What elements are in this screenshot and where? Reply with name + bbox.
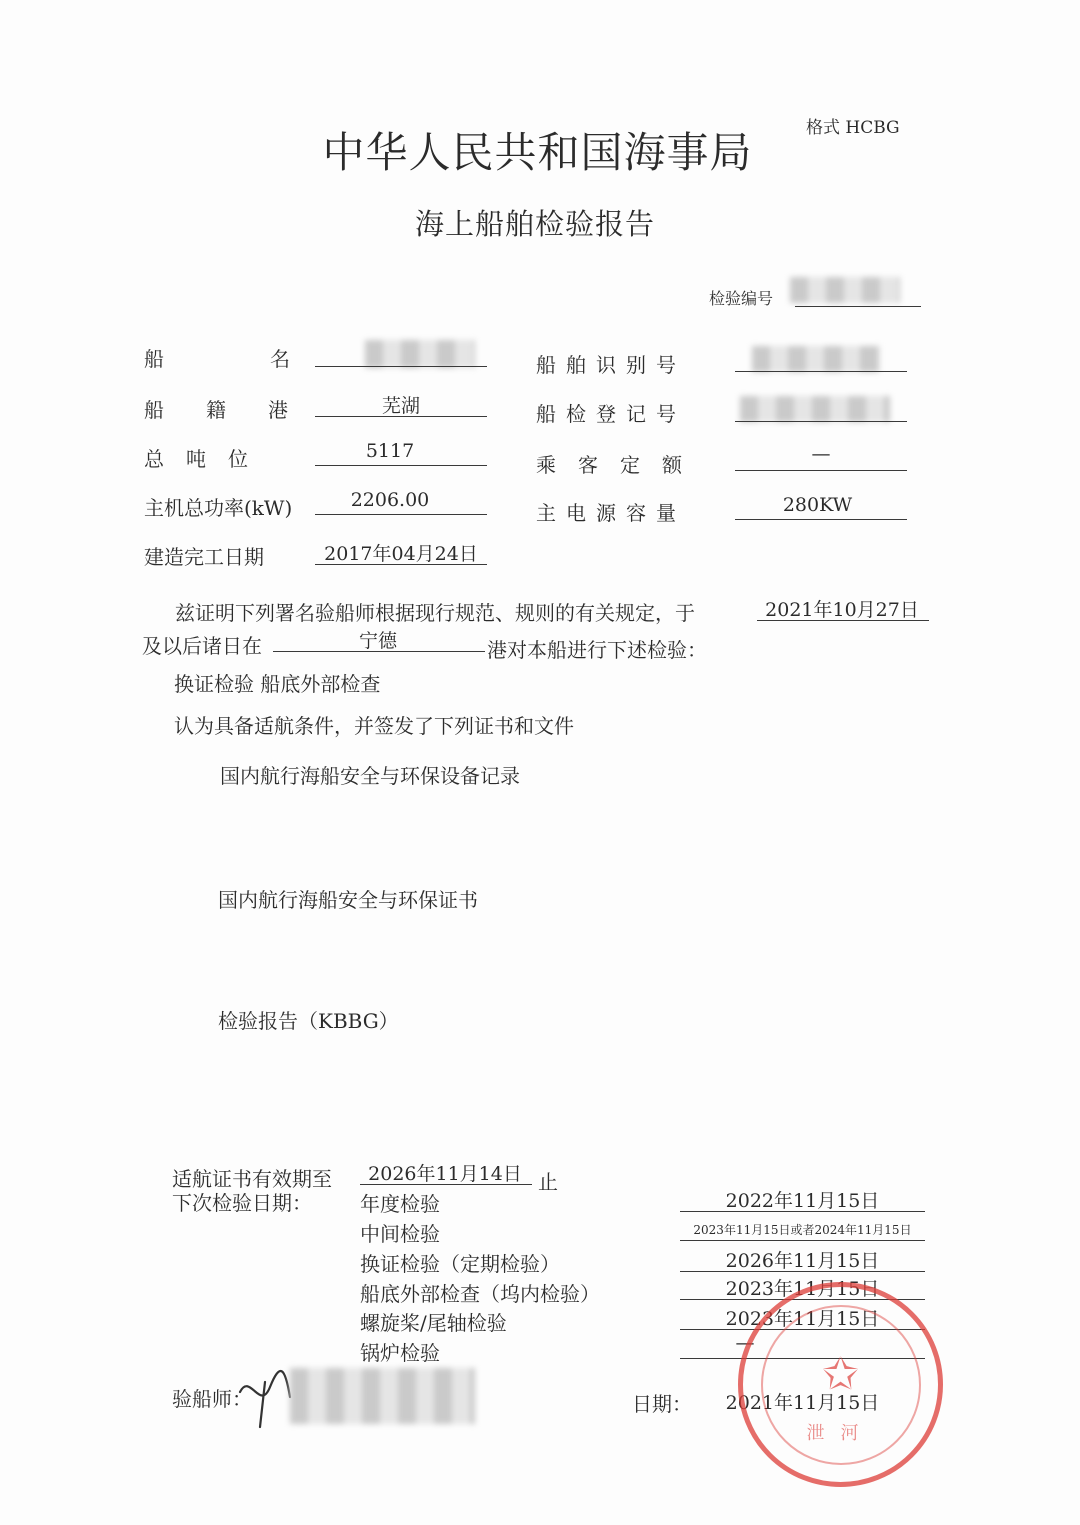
build-date-value: 2017年04月24日: [324, 543, 478, 565]
survey-place: 宁德: [358, 630, 397, 652]
power-underline: [315, 514, 487, 515]
ship-name-label-2: 名: [270, 347, 290, 371]
footer-date-label: 日期：: [632, 1392, 692, 1416]
survey-types: 换证检验 船底外部检查: [174, 672, 381, 696]
ship-name-label-1: 船: [144, 347, 164, 371]
build-date-label: 建造完工日期: [144, 545, 264, 569]
seal-star-icon: ✩: [822, 1349, 859, 1400]
next-survey-label: 下次检验日期：: [172, 1191, 312, 1215]
statement-line-1: 兹证明下列署名验船师根据现行规范、规则的有关规定，于: [175, 601, 695, 625]
port-label-3: 港: [268, 398, 288, 422]
ship-name-redacted: [365, 340, 475, 368]
validity-label: 适航证书有效期至: [172, 1167, 332, 1191]
tonnage-value: 5117: [365, 440, 415, 462]
statement-line-2-suffix: 港对本船进行下述检验：: [487, 638, 707, 662]
organization-title: 中华人民共和国海事局: [322, 128, 753, 177]
official-seal-stamp: [738, 1282, 943, 1487]
schedule-label-bottom: 船底外部检查（坞内检验）: [360, 1282, 600, 1306]
survey-start-date: 2021年10月27日: [765, 599, 919, 621]
power-value: 2206.00: [350, 489, 430, 511]
schedule-underline-annual: [680, 1211, 925, 1212]
power-label: 主机总功率(kW): [144, 496, 293, 520]
tonnage-underline: [315, 465, 487, 466]
tonnage-label-1: 总: [144, 447, 164, 471]
tonnage-label-2: 吨: [186, 447, 206, 471]
register-no-underline: [735, 421, 907, 422]
schedule-value-boiler: —: [735, 1332, 755, 1354]
survey-start-underline: [757, 620, 929, 621]
issued-document-2: 国内航行海船安全与环保证书: [218, 888, 478, 912]
validity-suffix: 止: [538, 1170, 558, 1194]
schedule-label-annual: 年度检验: [360, 1192, 440, 1216]
register-no-redacted: [740, 396, 890, 422]
survey-place-underline: [273, 651, 485, 652]
surveyor-label: 验船师：: [172, 1387, 252, 1411]
build-date-underline: [315, 564, 487, 565]
schedule-label-propeller: 螺旋桨/尾轴检验: [360, 1311, 507, 1335]
ship-id-underline: [735, 371, 907, 372]
tonnage-label-3: 位: [228, 447, 248, 471]
register-no-label: 船检登记号: [536, 402, 686, 426]
schedule-value-annual: 2022年11月15日: [725, 1190, 880, 1212]
ship-name-underline: [315, 366, 487, 367]
schedule-underline-intermediate: [680, 1240, 925, 1241]
surveyor-name-redacted: [290, 1368, 475, 1424]
statement-line-2-prefix: 及以后诸日在: [142, 634, 262, 658]
schedule-value-propeller: 2023年11月15日: [725, 1308, 880, 1330]
schedule-value-bottom: 2023年11月15日: [725, 1278, 880, 1300]
schedule-value-intermediate: 2023年11月15日或者2024年11月15日: [693, 1223, 912, 1237]
passenger-value: —: [811, 443, 831, 465]
schedule-value-renewal: 2026年11月15日: [725, 1250, 880, 1272]
schedule-label-intermediate: 中间检验: [360, 1222, 440, 1246]
schedule-label-boiler: 锅炉检验: [360, 1341, 440, 1365]
ship-id-label: 船舶识别号: [536, 353, 686, 377]
footer-date-value: 2021年11月15日: [725, 1392, 880, 1414]
port-underline: [315, 416, 487, 417]
format-code: 格式 HCBG: [806, 118, 900, 138]
issued-document-3: 检验报告（KBBG）: [218, 1009, 399, 1033]
validity-underline: [360, 1184, 532, 1185]
port-label-1: 船: [144, 398, 164, 422]
ship-id-redacted: [752, 346, 880, 372]
passenger-label: 乘客定额: [536, 453, 704, 477]
seal-text: 泄河: [806, 1423, 875, 1444]
schedule-label-renewal: 换证检验（定期检验）: [360, 1252, 560, 1276]
issued-document-1: 国内航行海船安全与环保设备记录: [220, 764, 520, 788]
port-value: 芜湖: [381, 395, 420, 417]
validity-value: 2026年11月14日: [368, 1163, 522, 1185]
passenger-underline: [735, 470, 907, 471]
generator-label: 主电源容量: [536, 501, 686, 525]
port-label-2: 籍: [206, 398, 226, 422]
report-title: 海上船舶检验报告: [414, 207, 655, 241]
report-number-underline: [795, 306, 921, 307]
report-number-label: 检验编号: [709, 289, 774, 308]
generator-underline: [735, 519, 907, 520]
schedule-underline-renewal: [680, 1271, 925, 1272]
generator-value: 280KW: [782, 494, 853, 516]
statement-conclusion: 认为具备适航条件，并签发了下列证书和文件: [174, 714, 574, 738]
report-number-redacted: [790, 277, 900, 303]
